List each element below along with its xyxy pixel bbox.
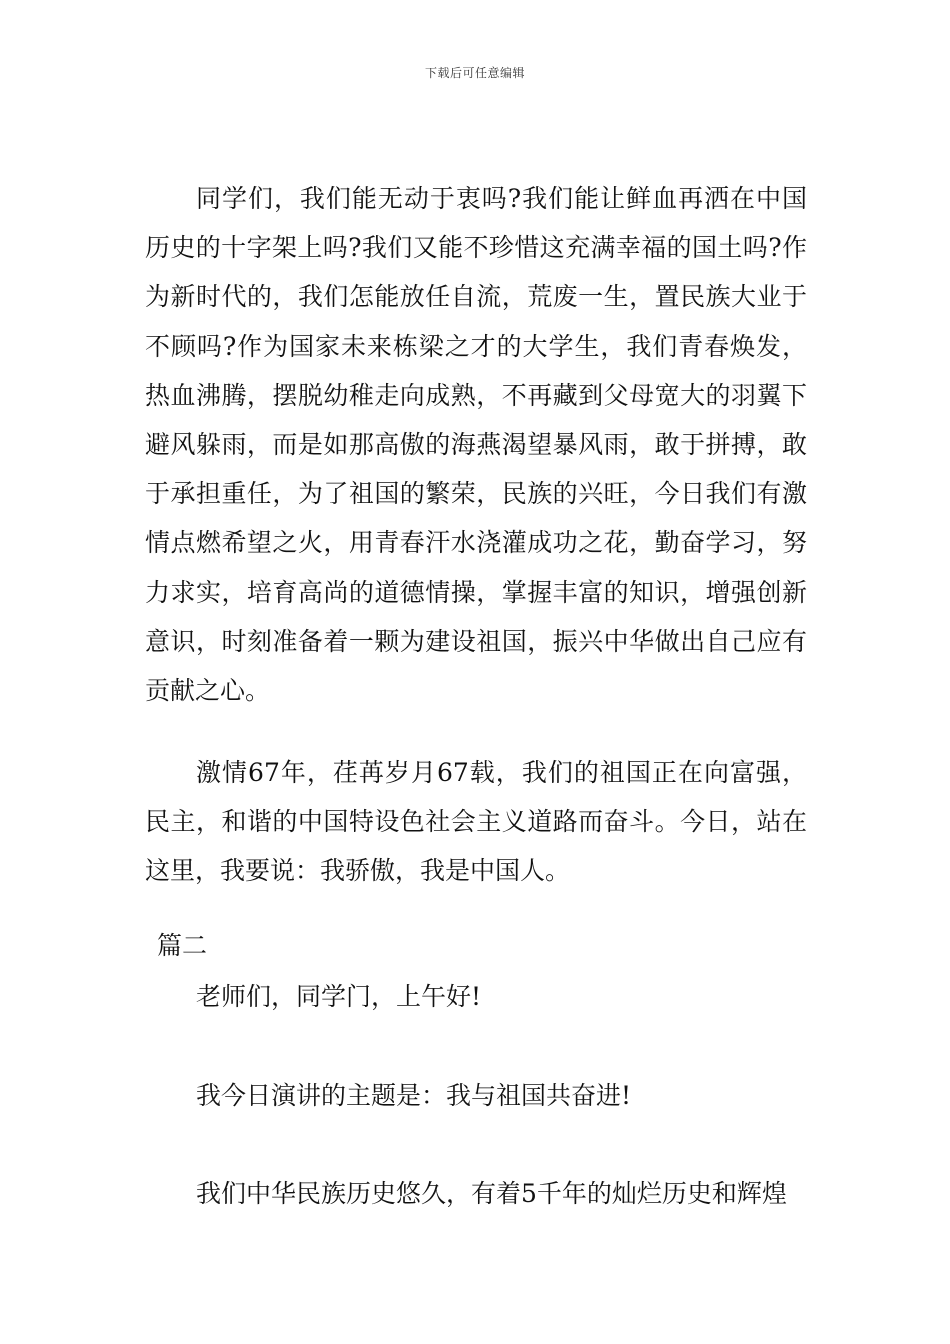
section-label: 篇二 (157, 931, 208, 960)
body-paragraph-3-start: 我们中华民族历史悠久，有着5千年的灿烂历史和辉煌 (196, 1179, 787, 1208)
body-paragraph-1: 同学们，我们能无动于衷吗?我们能让鲜血再洒在中国历史的十字架上吗?我们又能不珍惜这充满幸福的国土吗?作为新时代的，我们怎能放任自流，荒废一生，置民族大业于不顾吗?作为国家未来栋梁之才的大学生，我们青春焕发，热血沸腾，摆脱幼稚走向成熟，不再藏到父母宽大的羽翼下避风躲雨，而是如那高傲的海燕渴望暴风雨，敢于拼搏，敢于承担重任，为了祖国的繁荣，民族的兴旺，今日我们有激情点燃希望之火，用青春汗水浇灌成功之花，勤奋学习，努力求实，培育高尚的道德情操，掌握丰富的知识，增强创新意识，时刻准备着一颗为建设祖国，振兴中华做出自己应有贡献之心。 (145, 184, 807, 706)
greeting-line: 老师们，同学门，上午好! (196, 982, 482, 1011)
page-header: 下载后可任意编辑 (424, 66, 525, 80)
body-paragraph-2: 激情67年，荏苒岁月67载，我们的祖国正在向富强，民主，和谐的中国特设色社会主义道路而奋斗。今日，站在这里，我要说：我骄傲，我是中国人。 (145, 758, 807, 886)
theme-line: 我今日演讲的主题是：我与祖国共奋进! (196, 1081, 632, 1110)
